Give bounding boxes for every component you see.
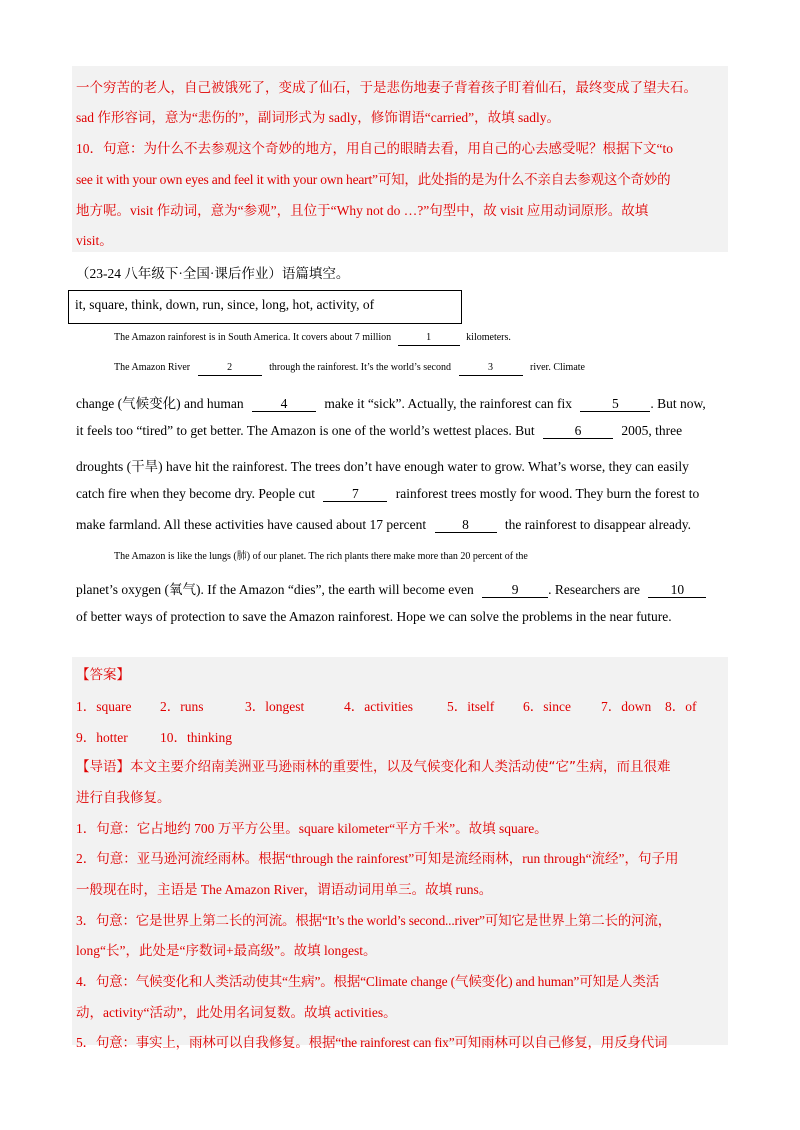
answer-item: 5．itself bbox=[447, 699, 495, 714]
passage-text: make it “sick”. Actually, the rainforest can fix bbox=[324, 396, 572, 411]
passage-text: kilometers. bbox=[466, 332, 511, 343]
passage-line-3 bbox=[76, 392, 726, 412]
explanation-line: 10．句意：为什么不去参观这个奇妙的地方，用自己的眼睛去看，用自己的心去感受呢？根据下文“to bbox=[76, 141, 673, 156]
blank-6[interactable]: 6 bbox=[543, 423, 613, 439]
passage-text: . Researchers are bbox=[548, 582, 640, 597]
answer-item: 10．thinking bbox=[160, 730, 233, 745]
passage-text: make farmland. All these activities have caused about 17 percent bbox=[76, 517, 427, 532]
guide-line: 【导语】本文主要介绍南美洲亚马逊雨林的重要性，以及气候变化和人类活动使“它”生病，而且很难 bbox=[76, 759, 671, 775]
explanation-2: 2．句意：亚马逊河流经雨林。根据“through the rainforest”可知是流经雨林，run through“流经”，句子用 bbox=[76, 851, 679, 866]
passage-text: . But now, bbox=[650, 396, 706, 411]
explanation-line: 地方呢。visit 作动词，意为“参观”，且位于“Why not do …?”句型中，故 visit 应用动词原形。故填 bbox=[76, 203, 649, 218]
passage-text: 2005, three bbox=[621, 423, 683, 438]
passage-text: The Amazon rainforest is in South America. It covers about 7 million bbox=[114, 332, 392, 343]
passage-line-8: The Amazon is like the lungs (肺) of our planet. The rich plants there make more than 20 percent of the bbox=[114, 551, 528, 562]
blank-5[interactable]: 5 bbox=[580, 396, 650, 412]
guide-line: 进行自我修复。 bbox=[76, 790, 171, 806]
passage-line-2 bbox=[114, 360, 764, 376]
passage-line-7 bbox=[76, 517, 726, 533]
answer-item: 9．hotter bbox=[76, 730, 128, 745]
answer-item: 1．square bbox=[76, 699, 132, 714]
passage-line-4 bbox=[76, 423, 726, 439]
answer-item: 4．activities bbox=[344, 699, 413, 714]
answer-item: 8．of bbox=[665, 699, 697, 714]
blank-10[interactable]: 10 bbox=[648, 582, 706, 598]
answer-row-1 bbox=[76, 695, 697, 715]
question-source: （23-24 八年级下·全国·课后作业）语篇填空。 bbox=[76, 266, 350, 281]
passage-line-1 bbox=[114, 330, 764, 346]
explanation-3-cont: long“长”，此处是“序数词+最高级”。故填 longest。 bbox=[76, 943, 377, 958]
explanation-line: sad 作形容词，意为“悲伤的”，副词形式为 sadly，修饰谓语“carried”，故填 sadly。 bbox=[76, 110, 561, 125]
blank-1[interactable]: 1 bbox=[398, 330, 460, 346]
passage-text: change (气候变化) and human bbox=[76, 396, 244, 411]
passage-text: catch fire when they become dry. People cut bbox=[76, 486, 316, 501]
passage-text: the rainforest to disappear already. bbox=[504, 517, 692, 532]
passage-text: through the rainforest. It’s the world’s second bbox=[269, 362, 451, 373]
passage-line-6 bbox=[76, 486, 726, 502]
passage-text: rainforest trees mostly for wood. They burn the forest to bbox=[395, 486, 700, 501]
answer-item: 6．since bbox=[523, 699, 571, 714]
explanation-3: 3．句意：它是世界上第二长的河流。根据“It’s the world’s second...river”可知它是世界上第二长的河流， bbox=[76, 913, 671, 928]
explanation-5: 5．句意：事实上，雨林可以自我修复。根据“the rainforest can fix”可知雨林可以自己修复，用反身代词 bbox=[76, 1035, 668, 1050]
answer-row-2 bbox=[76, 726, 232, 746]
blank-9[interactable]: 9 bbox=[482, 582, 548, 598]
passage-text: The Amazon River bbox=[114, 362, 191, 373]
explanation-2-cont: 一般现在时，主语是 The Amazon River，谓语动词用单三。故填 runs。 bbox=[76, 882, 493, 897]
passage-line-9 bbox=[76, 578, 726, 598]
answer-item: 7．down bbox=[601, 699, 652, 714]
word-bank: it, square, think, down, run, since, long, hot, activity, of bbox=[68, 290, 462, 324]
explanation-line: see it with your own eyes and feel it with your own heart”可知，此处指的是为什么不亲自去参观这个奇妙的 bbox=[76, 172, 671, 187]
explanation-line: 一个穷苦的老人，自己被饿死了，变成了仙石，于是悲伤地妻子背着孩子盯着仙石，最终变成了望夫石。 bbox=[76, 80, 697, 96]
answer-heading: 【答案】 bbox=[76, 667, 130, 683]
passage-text: river. Climate bbox=[530, 362, 585, 373]
explanation-line: visit。 bbox=[76, 233, 113, 248]
blank-8[interactable]: 8 bbox=[435, 517, 497, 533]
passage-text: planet’s oxygen (氧气). If the Amazon “dies”, the earth will become even bbox=[76, 582, 474, 597]
passage-line-5: droughts (干旱) have hit the rainforest. The trees don’t have enough water to grow. What’s worse, they can easily bbox=[76, 459, 689, 474]
explanation-4: 4．句意：气候变化和人类活动使其“生病”。根据“Climate change (气候变化) and human”可知是人类活 bbox=[76, 974, 660, 989]
blank-7[interactable]: 7 bbox=[323, 486, 387, 502]
explanation-1: 1．句意：它占地约 700 万平方公里。square kilometer“平方千米”。故填 square。 bbox=[76, 821, 548, 836]
passage-text: it feels too “tired” to get better. The Amazon is one of the world’s wettest places. But bbox=[76, 423, 535, 438]
passage-line-10: of better ways of protection to save the Amazon rainforest. Hope we can solve the problems in the near future. bbox=[76, 609, 672, 624]
answer-item: 2．runs bbox=[160, 699, 204, 714]
explanation-4-cont: 动，activity“活动”，此处用名词复数。故填 activities。 bbox=[76, 1005, 397, 1020]
blank-4[interactable]: 4 bbox=[252, 396, 316, 412]
blank-2[interactable]: 2 bbox=[198, 360, 262, 376]
answer-item: 3．longest bbox=[245, 699, 305, 714]
blank-3[interactable]: 3 bbox=[459, 360, 523, 376]
